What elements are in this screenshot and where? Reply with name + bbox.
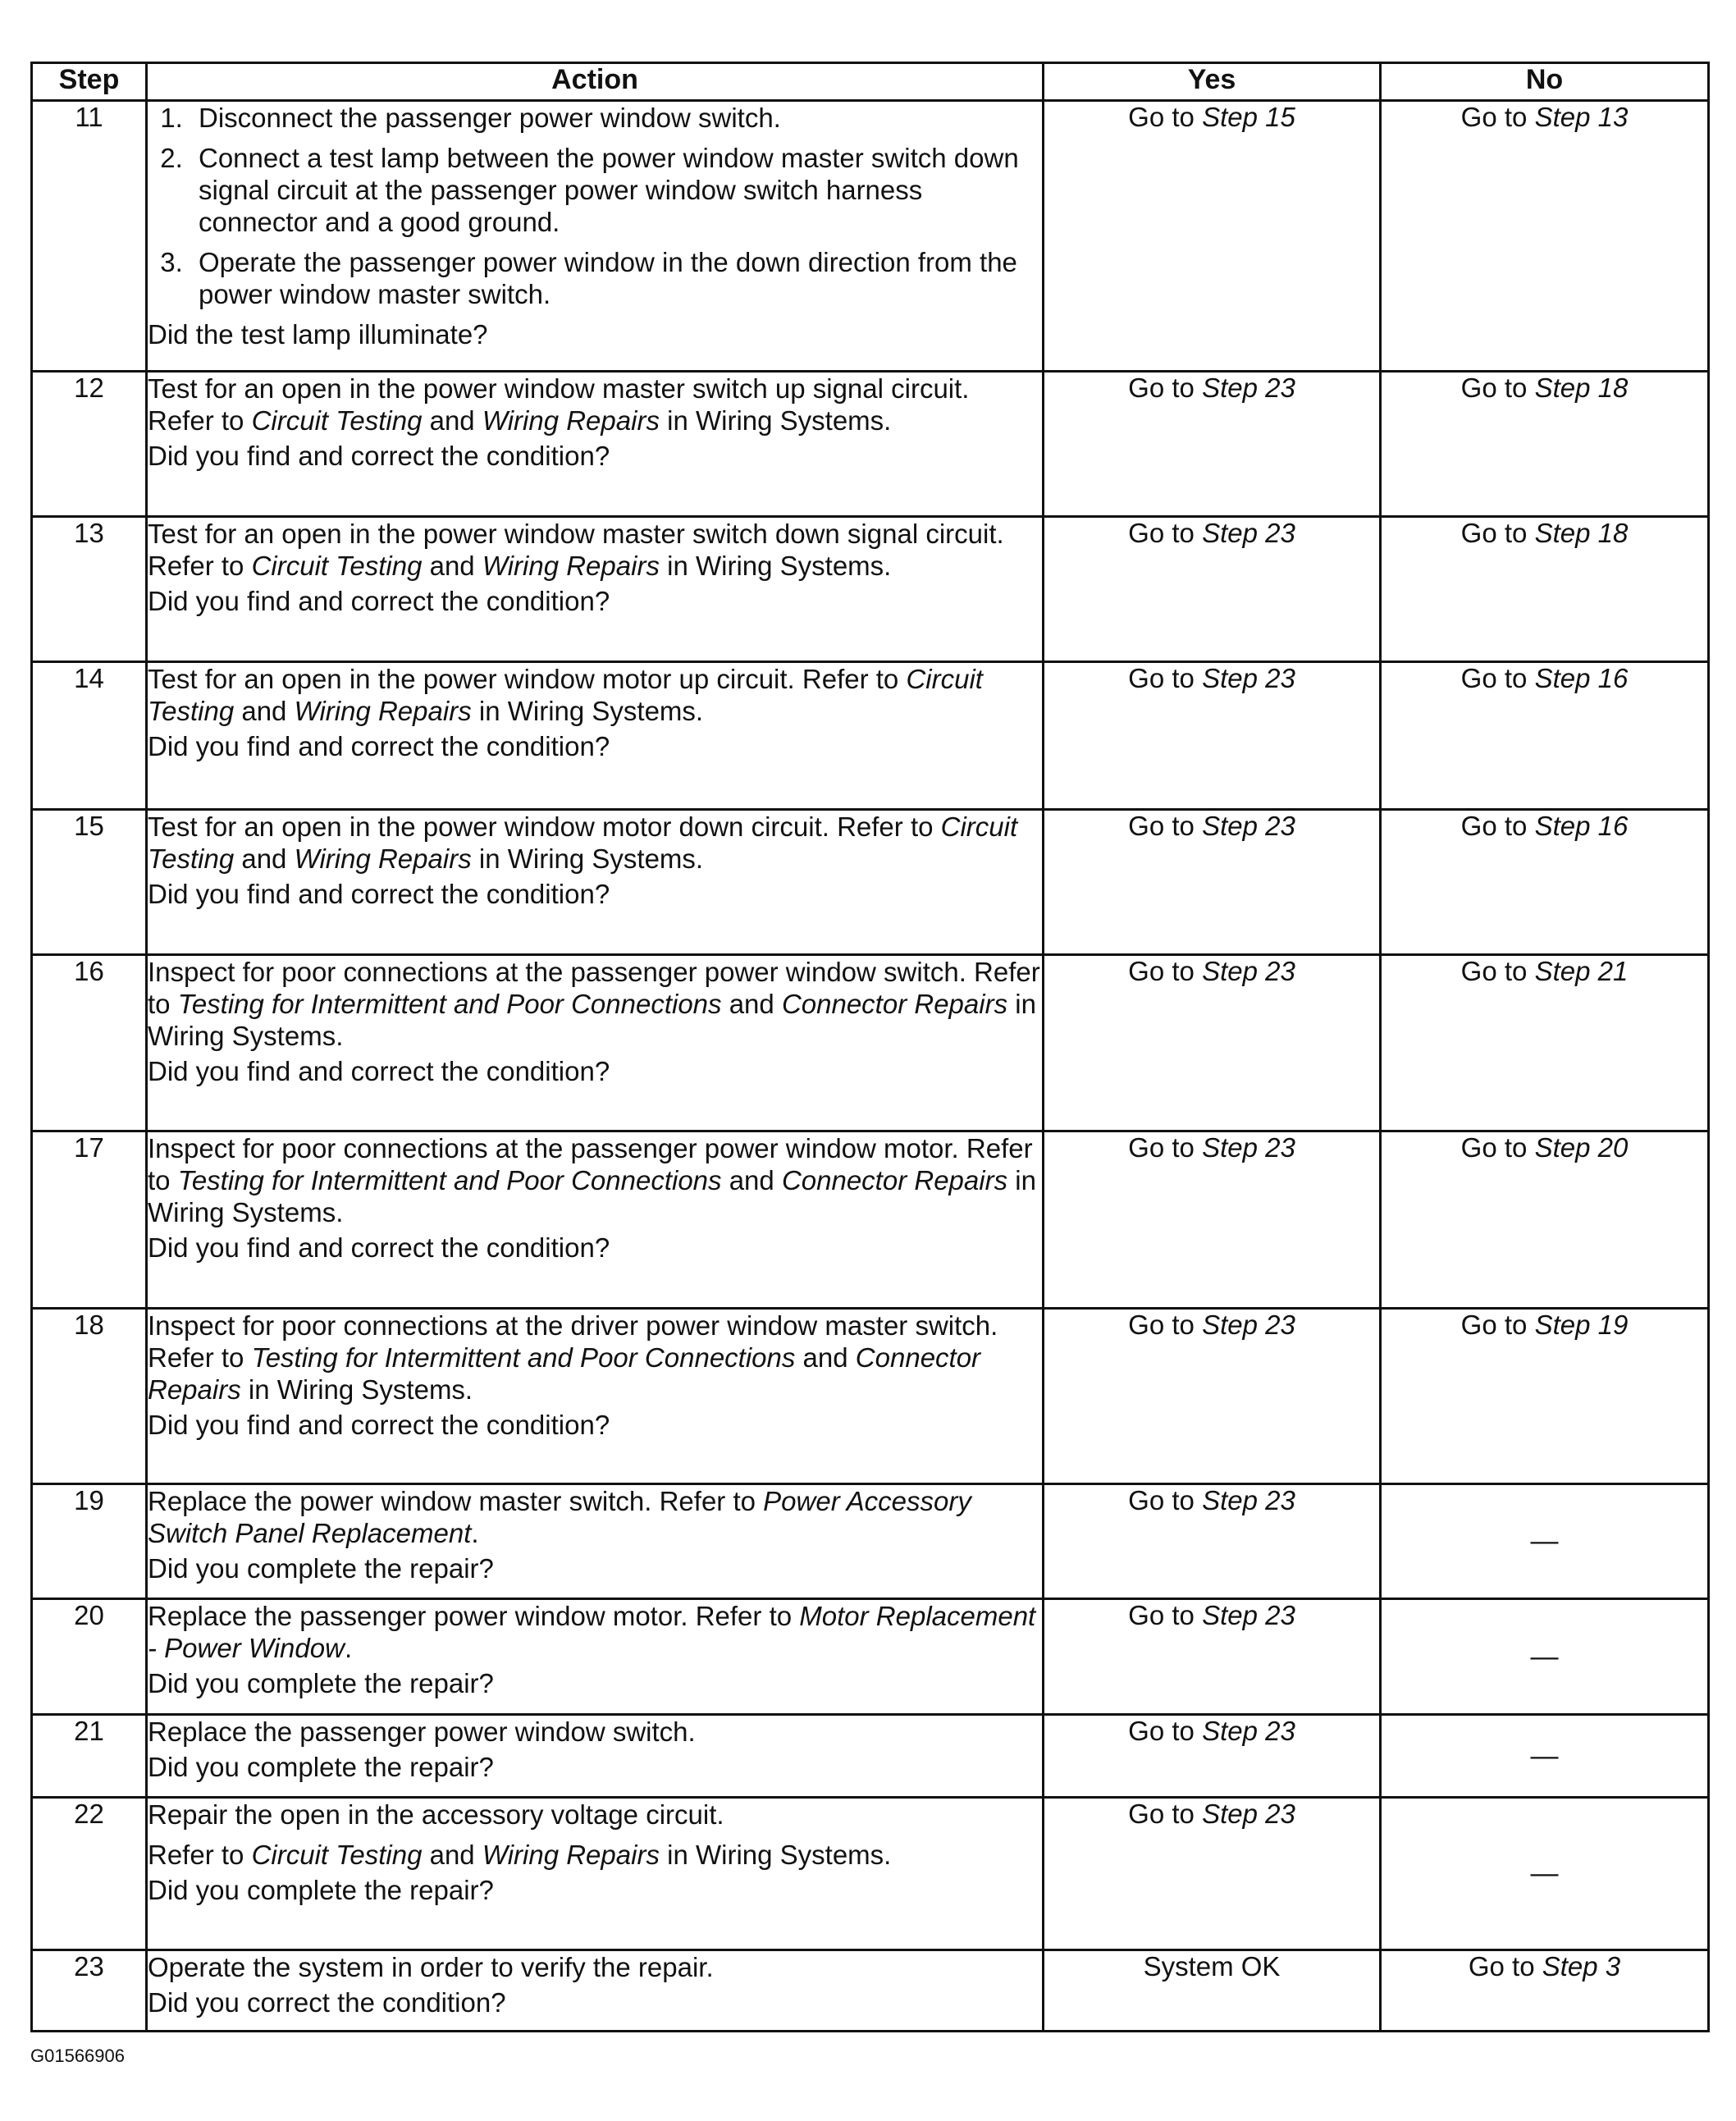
action-cell [147,517,1044,662]
yes-prefix: Go to [1128,1799,1203,1829]
yes-step-ref: Step 23 [1202,1485,1295,1515]
reference-italic: Wiring Repairs [294,696,472,726]
yes-prefix: Go to [1128,102,1203,132]
reference-italic: Circuit Testing [251,551,423,581]
no-prefix: Go to [1460,1132,1535,1163]
table-row [32,1715,1709,1798]
no-cell [1381,1131,1709,1309]
yes-prefix: Go to [1128,1310,1203,1340]
table-row [32,517,1709,662]
table-row [32,1484,1709,1599]
reference-italic: Wiring Repairs [482,405,660,436]
step-number: 22 [32,1798,147,1950]
step-number: 16 [32,955,147,1131]
action-cell [147,101,1044,372]
action-text: Replace the passenger power window switch. [148,1716,696,1747]
no-step-ref: Step 16 [1534,663,1629,693]
yes-prefix: Go to [1128,1716,1203,1746]
action-text: Replace the passenger power window motor. Refer to Motor Replacement - Power Window. [148,1601,1036,1663]
action-question: Did the test lamp illuminate? [148,319,488,350]
no-prefix: Go to [1460,102,1535,132]
action-step: 2. Connect a test lamp between the power window master switch down signal circuit at the passenger power window switch harness connector and a good ground. [190,142,1042,238]
diagnostic-table [30,62,1710,2032]
no-cell [1381,1599,1709,1715]
no-step-ref: Step 3 [1542,1951,1621,1982]
header-action: Action [147,63,1044,101]
reference-italic: Circuit Testing [251,405,423,436]
yes-prefix: Go to [1128,1132,1203,1163]
yes-prefix: Go to [1128,518,1203,548]
no-cell [1381,101,1709,372]
no-dash: — [1530,1640,1559,1672]
action-cell [147,662,1044,810]
no-step-ref: Step 19 [1534,1310,1629,1340]
step-number: 11 [32,101,147,372]
no-prefix: Go to [1460,1310,1535,1340]
step-number: 17 [32,1131,147,1309]
action-cell [147,1798,1044,1950]
yes-cell [1044,1131,1381,1309]
reference-italic: Power Accessory Switch Panel Replacement [148,1486,971,1548]
no-cell [1381,1950,1709,2032]
action-text: Test for an open in the power window motor down circuit. Refer to Circuit Testing and Wiring Repairs in Wiring Systems. [148,811,1018,874]
yes-cell [1044,810,1381,955]
step-number: 12 [32,372,147,517]
action-text: Test for an open in the power window master switch down signal circuit. Refer to Circuit Testing and Wiring Repairs in Wiring Systems. [148,519,1004,581]
action-question: Did you complete the repair? [148,1553,494,1584]
action-cell [147,1309,1044,1484]
no-cell [1381,372,1709,517]
figure-id: G01566906 [30,2046,125,2066]
table-row [32,662,1709,810]
no-prefix: Go to [1468,1951,1542,1982]
no-prefix: Go to [1460,956,1535,986]
no-step-ref: Step 13 [1534,102,1629,132]
yes-prefix: Go to [1128,663,1203,693]
step-number: 19 [32,1484,147,1599]
action-text: Test for an open in the power window master switch up signal circuit. Refer to Circuit Testing and Wiring Repairs in Wiring Systems. [148,373,970,436]
action-text: Inspect for poor connections at the passenger power window switch. Refer to Testing for Intermittent and Poor Connections and Connector Repairs in Wiring Systems. [148,957,1040,1051]
action-text: Inspect for poor connections at the driver power window master switch. Refer to Testing for Intermittent and Poor Connections and Connector Repairs in Wiring Systems. [148,1310,998,1405]
no-step-ref: Step 18 [1534,373,1629,403]
action-cell [147,810,1044,955]
step-number: 14 [32,662,147,810]
action-question: Did you find and correct the condition? [148,879,610,909]
no-prefix: Go to [1460,373,1535,403]
action-text: Inspect for poor connections at the passenger power window motor. Refer to Testing for Intermittent and Poor Connections and Connector Repairs in Wiring Systems. [148,1133,1036,1227]
header-no: No [1381,63,1709,101]
no-dash: — [1530,1739,1559,1771]
action-cell [147,1950,1044,2032]
yes-prefix: Go to [1128,811,1203,841]
step-number: 21 [32,1715,147,1798]
no-cell [1381,517,1709,662]
action-cell [147,372,1044,517]
yes-cell [1044,1950,1381,2032]
yes-step-ref: Step 23 [1202,1716,1295,1746]
action-question: Did you find and correct the condition? [148,441,610,471]
no-cell [1381,810,1709,955]
no-dash: — [1530,1525,1559,1556]
reference-italic: Circuit Testing [148,664,983,726]
yes-cell [1044,1309,1381,1484]
action-question: Did you find and correct the condition? [148,1056,610,1086]
action-text: Operate the system in order to verify the repair. [148,1952,714,1982]
table-row [32,1798,1709,1950]
yes-step-ref: Step 23 [1202,1132,1295,1163]
action-question: Did you complete the repair? [148,1875,494,1905]
table-row [32,810,1709,955]
no-dash: — [1530,1858,1559,1889]
action-text: Test for an open in the power window motor up circuit. Refer to Circuit Testing and Wiring Repairs in Wiring Systems. [148,664,983,726]
action-text: Repair the open in the accessory voltage circuit. [148,1799,724,1830]
table-row [32,1131,1709,1309]
no-cell [1381,1484,1709,1599]
yes-prefix: Go to [1128,1485,1203,1515]
action-steps-list [148,102,1042,310]
action-question: Did you complete the repair? [148,1668,494,1698]
no-prefix: Go to [1460,811,1535,841]
reference-italic: Wiring Repairs [482,551,660,581]
no-step-ref: Step 21 [1534,956,1629,986]
action-text: Replace the power window master switch. Refer to Power Accessory Switch Panel Replacement. [148,1486,971,1548]
table-row [32,955,1709,1131]
table-row [32,372,1709,517]
action-cell [147,1131,1044,1309]
action-question: Did you find and correct the condition? [148,586,610,616]
yes-cell [1044,1484,1381,1599]
action-cell [147,1599,1044,1715]
yes-step-ref: Step 23 [1202,373,1295,403]
step-number: 13 [32,517,147,662]
yes-cell [1044,662,1381,810]
yes-step-ref: Step 23 [1202,1310,1295,1340]
action-cell [147,1484,1044,1599]
no-step-ref: Step 20 [1534,1132,1629,1163]
action-question: Did you correct the condition? [148,1987,506,2018]
yes-cell [1044,1599,1381,1715]
header-yes: Yes [1044,63,1381,101]
reference-italic: Wiring Repairs [294,843,472,874]
reference-italic: Connector Repairs [781,1165,1008,1195]
yes-step-ref: Step 23 [1202,956,1295,986]
reference-italic: Circuit Testing [148,811,1018,874]
yes-cell [1044,517,1381,662]
action-question: Did you find and correct the condition? [148,1410,610,1440]
step-number: 15 [32,810,147,955]
action-cell [147,1715,1044,1798]
yes-prefix: Go to [1128,373,1203,403]
action-step: 1. Disconnect the passenger power window switch. [190,102,1042,134]
yes-prefix: Go to [1128,1600,1203,1630]
reference-italic: Testing for Intermittent and Poor Connections [177,1165,722,1195]
yes-step-ref: Step 23 [1202,663,1295,693]
no-cell [1381,662,1709,810]
reference-italic: Testing for Intermittent and Poor Connections [251,1342,796,1373]
reference-italic: Connector Repairs [781,989,1008,1019]
no-step-ref: Step 16 [1534,811,1629,841]
no-cell [1381,955,1709,1131]
action-question: Did you find and correct the condition? [148,731,610,761]
yes-cell [1044,101,1381,372]
no-cell [1381,1309,1709,1484]
no-cell [1381,1798,1709,1950]
table-row [32,1309,1709,1484]
reference-italic: Wiring Repairs [482,1840,660,1870]
no-prefix: Go to [1460,518,1535,548]
yes-step-ref: Step 23 [1202,811,1295,841]
step-number: 18 [32,1309,147,1484]
action-cell [147,955,1044,1131]
yes-prefix: Go to [1128,956,1203,986]
header-row [32,63,1709,101]
table-row [32,1599,1709,1715]
action-step: 3. Operate the passenger power window in the down direction from the power window master switch. [190,246,1042,310]
step-number: 23 [32,1950,147,2032]
step-number: 20 [32,1599,147,1715]
table-row [32,1950,1709,2032]
yes-text: System OK [1143,1951,1281,1982]
yes-cell [1044,1715,1381,1798]
no-step-ref: Step 18 [1534,518,1629,548]
yes-step-ref: Step 23 [1202,518,1295,548]
no-prefix: Go to [1460,663,1535,693]
yes-cell [1044,372,1381,517]
reference-italic: Circuit Testing [251,1840,423,1870]
reference-italic: Testing for Intermittent and Poor Connections [177,989,722,1019]
yes-step-ref: Step 23 [1202,1799,1295,1829]
yes-cell [1044,1798,1381,1950]
reference-italic: Motor Replacement - Power Window [148,1601,1036,1663]
action-text: Refer to Circuit Testing and Wiring Repairs in Wiring Systems. [148,1840,892,1870]
table-row [32,101,1709,372]
no-cell [1381,1715,1709,1798]
action-question: Did you complete the repair? [148,1752,494,1782]
yes-step-ref: Step 23 [1202,1600,1295,1630]
header-step: Step [32,63,147,101]
reference-italic: Connector Repairs [148,1342,981,1405]
action-question: Did you find and correct the condition? [148,1232,610,1263]
yes-cell [1044,955,1381,1131]
yes-step-ref: Step 15 [1202,102,1295,132]
